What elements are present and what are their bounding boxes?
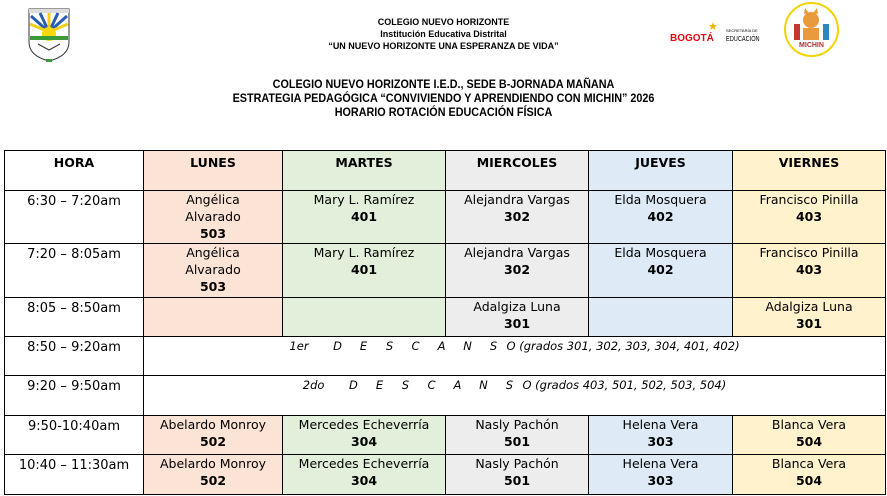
schedule-table [4, 150, 886, 495]
schedule-cell [144, 244, 283, 298]
cat-icon [786, 4, 837, 44]
title-line-2: ESTRATEGIA PEDAGÓGICA “CONVIVIENDO Y APRENDIENDO CON MICHIN” 2026 [232, 91, 655, 105]
break-letter: N [479, 378, 488, 392]
teacher-name: Nasly Pachón [475, 456, 559, 471]
time-slot: 9:50-10:40am [5, 416, 144, 455]
grade-number: 502 [199, 473, 227, 488]
schedule-cell [733, 244, 886, 298]
grade-number: 503 [199, 279, 227, 294]
grade-number: 304 [350, 473, 378, 488]
break-letter: O [506, 339, 516, 353]
schedule-cell [283, 455, 446, 495]
table-row [5, 376, 886, 416]
schedule-cell [733, 455, 886, 495]
teacher-name: Elda Mosquera [614, 245, 707, 260]
break-letter: A [437, 339, 446, 353]
bogota-text: BOGOTÁ [670, 33, 714, 44]
grade-number: 402 [647, 262, 674, 277]
schedule-cell [446, 244, 589, 298]
col-lunes: LUNES [144, 151, 283, 191]
break-cell [144, 337, 886, 376]
break-letter: D [333, 339, 342, 353]
grade-number: 403 [795, 209, 823, 224]
table-row [5, 298, 886, 337]
teacher-name: Helena Vera [622, 456, 699, 471]
grade-number: 503 [199, 226, 227, 241]
table-row [5, 337, 886, 376]
teacher-name: Adalgiza Luna [473, 299, 561, 314]
schedule-cell [144, 455, 283, 495]
break-letter: S [489, 339, 498, 353]
schedule-cell [283, 191, 446, 244]
break-letter: N [463, 339, 472, 353]
teacher-name: Alejandra Vargas [464, 192, 570, 207]
school-subtitle: Institución Educativa Distrital [380, 29, 507, 39]
break-letter: D [349, 378, 358, 392]
schedule-cell [144, 298, 283, 337]
break-letter: S [505, 378, 514, 392]
teacher-name: Mary L. Ramírez [313, 192, 415, 207]
michin-text: MICHIN [799, 42, 824, 49]
school-name: COLEGIO NUEVO HORIZONTE [377, 17, 510, 27]
break-letter: C [427, 378, 436, 392]
grade-number: 401 [350, 209, 378, 224]
table-row [5, 455, 886, 495]
break-grades: (grados 403, 501, 502, 503, 504) [531, 378, 727, 392]
schedule-cell [446, 416, 589, 455]
col-jueves: JUEVES [589, 151, 733, 191]
time-slot: 8:50 – 9:20am [5, 337, 144, 376]
teacher-name: Abelardo Monroy [159, 417, 267, 432]
teacher-name: Nasly Pachón [475, 417, 559, 432]
schedule-cell [589, 191, 733, 244]
teacher-name: Francisco Pinilla [759, 192, 859, 207]
break-letter: S [385, 339, 394, 353]
teacher-name: Mary L. Ramírez [313, 245, 415, 260]
teacher-name: Blanca Vera [771, 456, 847, 471]
time-slot: 6:30 – 7:20am [5, 191, 144, 244]
grade-number: 401 [350, 262, 378, 277]
grade-number: 501 [503, 434, 531, 449]
time-slot: 9:20 – 9:50am [5, 376, 144, 416]
schedule-cell [446, 298, 589, 337]
teacher-name: Elda Mosquera [614, 192, 707, 207]
teacher-name: Helena Vera [622, 417, 699, 432]
teacher-name: Mercedes Echeverría [298, 456, 430, 471]
teacher-name: Angélica Alvarado [185, 192, 241, 224]
schedule-cell [589, 244, 733, 298]
table-row [5, 416, 886, 455]
grade-number: 402 [647, 209, 674, 224]
schedule-cell [283, 244, 446, 298]
schedule-cell [283, 416, 446, 455]
grade-number: 304 [350, 434, 378, 449]
teacher-name: Francisco Pinilla [759, 245, 859, 260]
time-slot: 10:40 – 11:30am [5, 455, 144, 495]
col-hora: HORA [5, 151, 144, 191]
grade-number: 301 [795, 316, 823, 331]
schedule-cell [144, 191, 283, 244]
grade-number: 502 [199, 434, 227, 449]
schedule-cell [446, 455, 589, 495]
schedule-cell [733, 191, 886, 244]
grade-number: 302 [503, 209, 531, 224]
break-letter: S [401, 378, 410, 392]
teacher-name: Blanca Vera [771, 417, 847, 432]
grade-number: 504 [795, 434, 823, 449]
break-prefix: 2do [302, 378, 325, 392]
schedule-cell [733, 298, 886, 337]
title-line-1: COLEGIO NUEVO HORIZONTE I.E.D., SEDE B-JORNADA MAÑANA [272, 77, 615, 91]
time-slot: 8:05 – 8:50am [5, 298, 144, 337]
schedule-cell [733, 416, 886, 455]
col-viernes: VIERNES [733, 151, 886, 191]
grade-number: 301 [503, 316, 531, 331]
grade-number: 302 [503, 262, 531, 277]
schedule-cell [589, 298, 733, 337]
break-letter: O [522, 378, 532, 392]
table-row [5, 244, 886, 298]
teacher-name: Abelardo Monroy [159, 456, 267, 471]
break-prefix: 1er [289, 339, 309, 353]
grade-number: 303 [647, 473, 674, 488]
teacher-name: Adalgiza Luna [765, 299, 853, 314]
break-letter: A [453, 378, 462, 392]
schedule-cell [283, 298, 446, 337]
secretaria-text: SECRETARÍA DE [726, 28, 758, 33]
grade-number: 504 [795, 473, 823, 488]
break-letter: E [375, 378, 384, 392]
schedule-cell [446, 191, 589, 244]
time-slot: 7:20 – 8:05am [5, 244, 144, 298]
teacher-name: Alejandra Vargas [464, 245, 570, 260]
grade-number: 501 [503, 473, 531, 488]
grade-number: 403 [795, 262, 823, 277]
schedule-cell [144, 416, 283, 455]
teacher-name: Mercedes Echeverría [298, 417, 430, 432]
michin-logo [784, 2, 839, 57]
educacion-text: EDUCACIÓN [726, 36, 760, 43]
grade-number: 303 [647, 434, 674, 449]
header-row [5, 151, 886, 191]
document-title [44, 77, 842, 119]
title-line-3: HORARIO ROTACIÓN EDUCACIÓN FÍSICA [334, 105, 553, 119]
break-letter: E [359, 339, 368, 353]
bogota-education-logo [670, 20, 770, 52]
break-grades: (grados 301, 302, 303, 304, 401, 402) [515, 339, 740, 353]
star-icon: ★ [708, 20, 718, 33]
teacher-name: Angélica Alvarado [185, 245, 241, 277]
school-motto: “UN NUEVO HORIZONTE UNA ESPERANZA DE VIDA” [328, 41, 559, 51]
col-miercoles: MIERCOLES [446, 151, 589, 191]
schedule-cell [589, 416, 733, 455]
table-row [5, 191, 886, 244]
break-letter: C [411, 339, 420, 353]
col-martes: MARTES [283, 151, 446, 191]
break-cell [144, 376, 886, 416]
schedule-cell [589, 455, 733, 495]
